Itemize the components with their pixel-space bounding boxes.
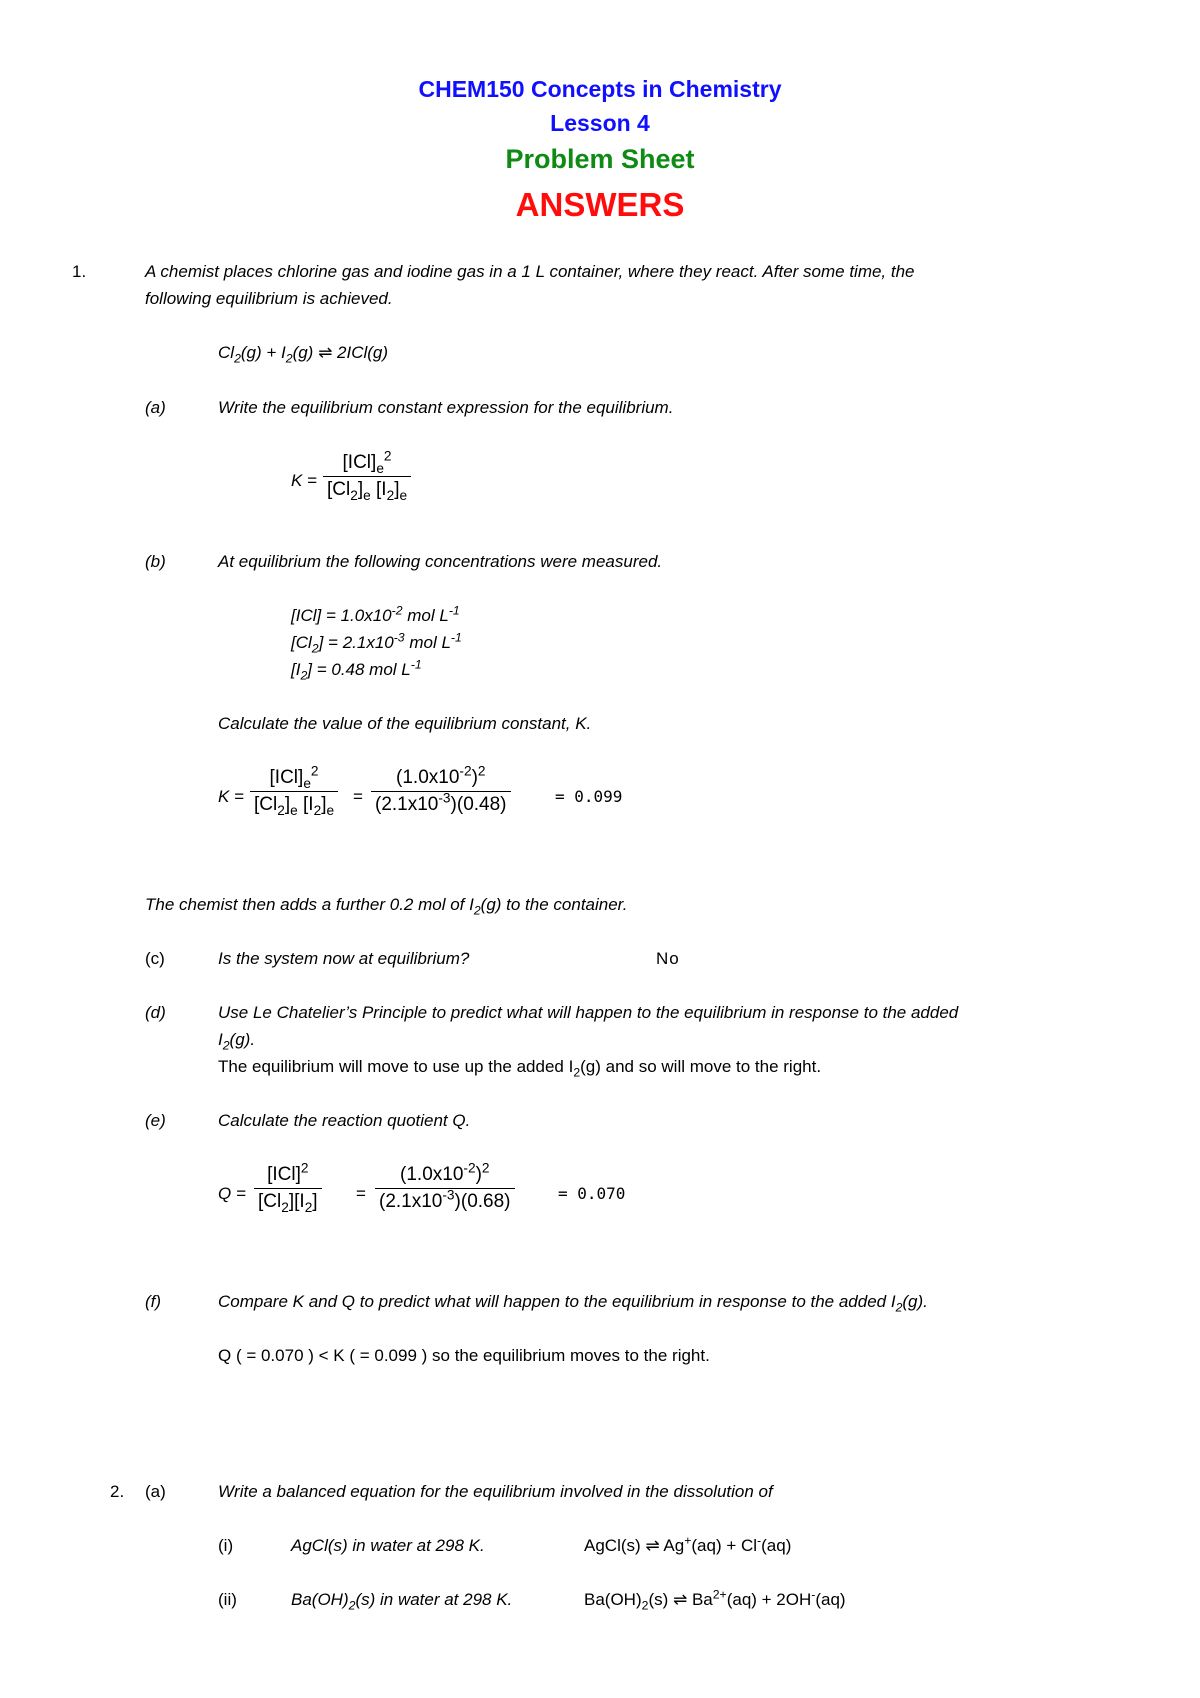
q2a-text: Write a balanced equation for the equilibrium involved in the dissolution of <box>218 1482 773 1501</box>
q2i-label: (i) <box>218 1536 234 1555</box>
conc-i2: $[I_2] = 0.48$ mol $L^{-1}$ <box>291 657 422 683</box>
q2ii-equation: $Ba(OH)_2(s)$ ⇌ $Ba^{2+}(aq) + 2OH^-(aq)$ <box>584 1587 846 1613</box>
q2ii-label: (ii) <box>218 1590 237 1609</box>
k-label-a: K = <box>291 471 317 490</box>
q1b-label: (b) <box>145 552 166 571</box>
q1f-answer: Q ( = 0.070 ) < K ( = 0.099 ) so the equilibrium moves to the right. <box>218 1346 710 1365</box>
q1a-label: (a) <box>145 398 166 417</box>
k-value-fraction: $\frac{(1.0x10^{-2})^2}{(2.1x10^{-3})(0.48)}$ <box>371 767 511 816</box>
q-result: = 0.070 <box>558 1184 626 1203</box>
q1a-text: Write the equilibrium constant expression for the equilibrium. <box>218 398 674 417</box>
q1d-text-line2: $I_2(g)$. <box>218 1030 256 1053</box>
q1d-answer: The equilibrium will move to use up the added $I_2(g)$ and so will move to the right. <box>218 1057 822 1080</box>
q1c-answer: No <box>656 949 680 968</box>
q2a-label: (a) <box>145 1482 166 1501</box>
q1f-text: Compare K and Q to predict what will happen to the equilibrium in response to the added $I_2(g)$. <box>218 1292 928 1315</box>
added-i2-text: The chemist then adds a further 0.2 mol of $I_2(g)$ to the container. <box>145 895 628 918</box>
conc-icl: $[ICl] = 1.0x10^{-2}$ mol $L^{-1}$ <box>291 603 460 625</box>
q1c-text: Is the system now at equilibrium? <box>218 949 470 968</box>
q1d-label: (d) <box>145 1003 166 1022</box>
q1b-text: At equilibrium the following concentrations were measured. <box>218 552 663 571</box>
k-label-b: K = <box>218 787 244 806</box>
q-value-fraction: $\frac{(1.0x10^{-2})^2}{(2.1x10^{-3})(0.68)}$ <box>375 1164 515 1213</box>
q2-number: 2. <box>110 1482 125 1501</box>
q1-equation: $Cl_2(g) + I_2(g)$ ⇌ 2ICl(g) <box>218 343 389 366</box>
k-result: = 0.099 <box>555 787 623 806</box>
q-equals: = <box>356 1184 366 1203</box>
q1-text-line2: following equilibrium is achieved. <box>145 289 393 308</box>
q1c-label: (c) <box>145 949 165 968</box>
course-title: CHEM150 Concepts in Chemistry <box>418 76 782 102</box>
answers-title: ANSWERS <box>515 186 685 223</box>
q1-number: 1. <box>72 262 87 281</box>
q-fraction: [ICl]$^2$ $[Cl_2][I_2]$ <box>254 1164 322 1213</box>
q1d-text: Use Le Chatelier’s Principle to predict what will happen to the equilibrium in response to the added <box>218 1003 959 1022</box>
q2ii-text: $Ba(OH)_2(s)$ in water at 298 K. <box>291 1590 513 1613</box>
q-label: Q = <box>218 1184 246 1203</box>
q1e-text: Calculate the reaction quotient Q. <box>218 1111 471 1130</box>
q1f-label: (f) <box>145 1292 162 1311</box>
q1-text-line1: A chemist places chlorine gas and iodine gas in a 1 L container, where they react. After some time, the <box>145 262 915 281</box>
conc-cl2: $[Cl_2] = 2.1x10^{-3}$ mol $L^{-1}$ <box>291 630 462 656</box>
q2i-text: AgCl(s) in water at 298 K. <box>291 1536 485 1555</box>
q1e-label: (e) <box>145 1111 166 1130</box>
k-equals-b: = <box>353 787 363 806</box>
k-fraction-b: $[ICl]_e^2$ $[Cl_2]_e$ $[I_2]_e$ <box>250 767 338 816</box>
q2i-equation: AgCl(s) ⇌ Ag+(aq) + Cl-(aq) <box>584 1533 792 1555</box>
k-fraction-a: $[ICl]_e^2$ $[Cl_2]_e$ $[I_2]_e$ <box>323 452 411 501</box>
q1b-calc-text: Calculate the value of the equilibrium constant, K. <box>218 714 592 733</box>
lesson-title: Lesson 4 <box>550 110 650 136</box>
sheet-title: Problem Sheet <box>505 144 695 174</box>
